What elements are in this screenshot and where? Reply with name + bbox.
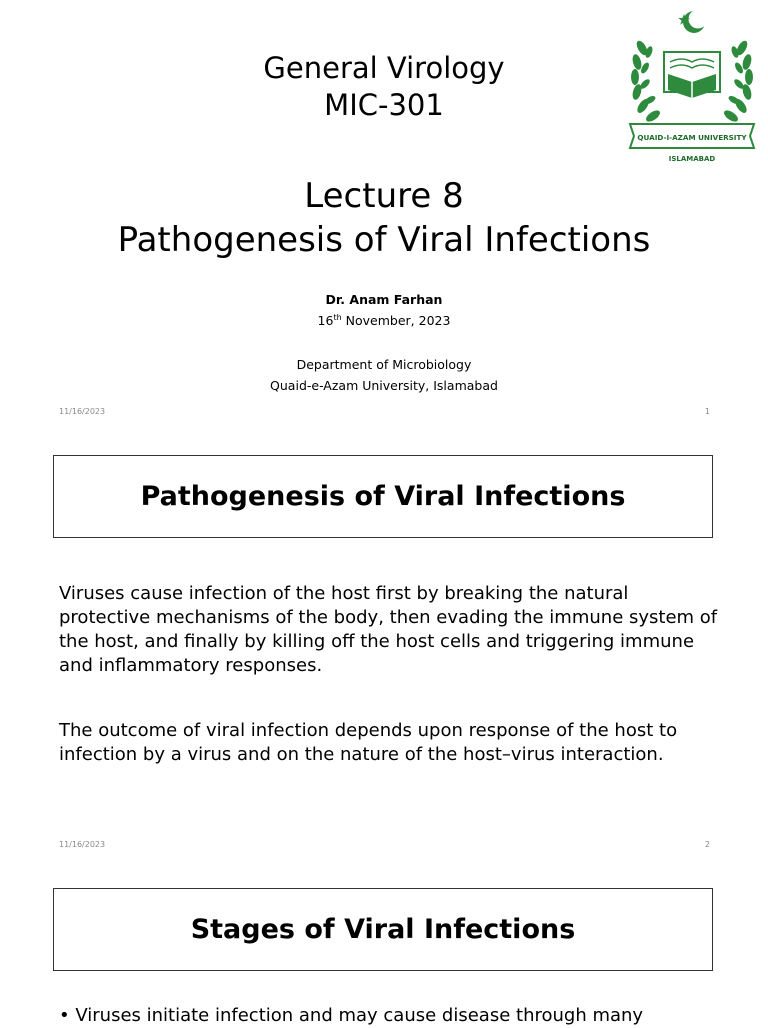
stages-slide: [0, 864, 768, 1024]
university-name: Quaid-e-Azam University, Islamabad: [270, 378, 498, 393]
lecture-number: Lecture 8: [304, 176, 464, 216]
course-title: General Virology: [263, 51, 505, 85]
page-number: 2: [704, 840, 710, 849]
pathogenesis-slide: [0, 432, 768, 864]
body-paragraph: The outcome of viral infection depends upon response of the host to infection by a virus and on the nature of the host–virus interaction.: [59, 720, 678, 765]
date-suffix: th: [333, 313, 342, 322]
slide-title: Pathogenesis of Viral Infections: [53, 455, 713, 538]
date-rest: November, 2023: [341, 313, 451, 329]
footer-date: 11/16/2023: [59, 407, 106, 416]
footer-date: 11/16/2023: [59, 840, 106, 849]
author-name: Dr. Anam Farhan: [325, 292, 443, 307]
university-logo: [626, 8, 758, 168]
slide-title: Stages of Viral Infections: [53, 888, 713, 971]
body-paragraph: Viruses cause infection of the host first by breaking the natural protective mechanisms of the body, then evading the immune system of the host, and finally by killing off the host cells and triggering immune and inflammatory responses.: [59, 583, 718, 676]
bullet-item: • Viruses initiate infection and may cause disease through many: [59, 1005, 644, 1026]
lecture-date: [0, 313, 768, 328]
department-name: Department of Microbiology: [296, 357, 472, 372]
logo-city-text: ISLAMABAD: [668, 155, 716, 163]
affiliation: [0, 354, 768, 396]
date-day: 16: [317, 313, 334, 329]
title-slide: [0, 0, 768, 432]
lecture-title: Pathogenesis of Viral Infections: [117, 220, 651, 260]
lecture-heading: [0, 174, 768, 262]
course-code: MIC-301: [324, 88, 444, 122]
logo-university-text: QUAID-I-AZAM UNIVERSITY: [637, 133, 747, 142]
page-number: 1: [704, 407, 710, 416]
